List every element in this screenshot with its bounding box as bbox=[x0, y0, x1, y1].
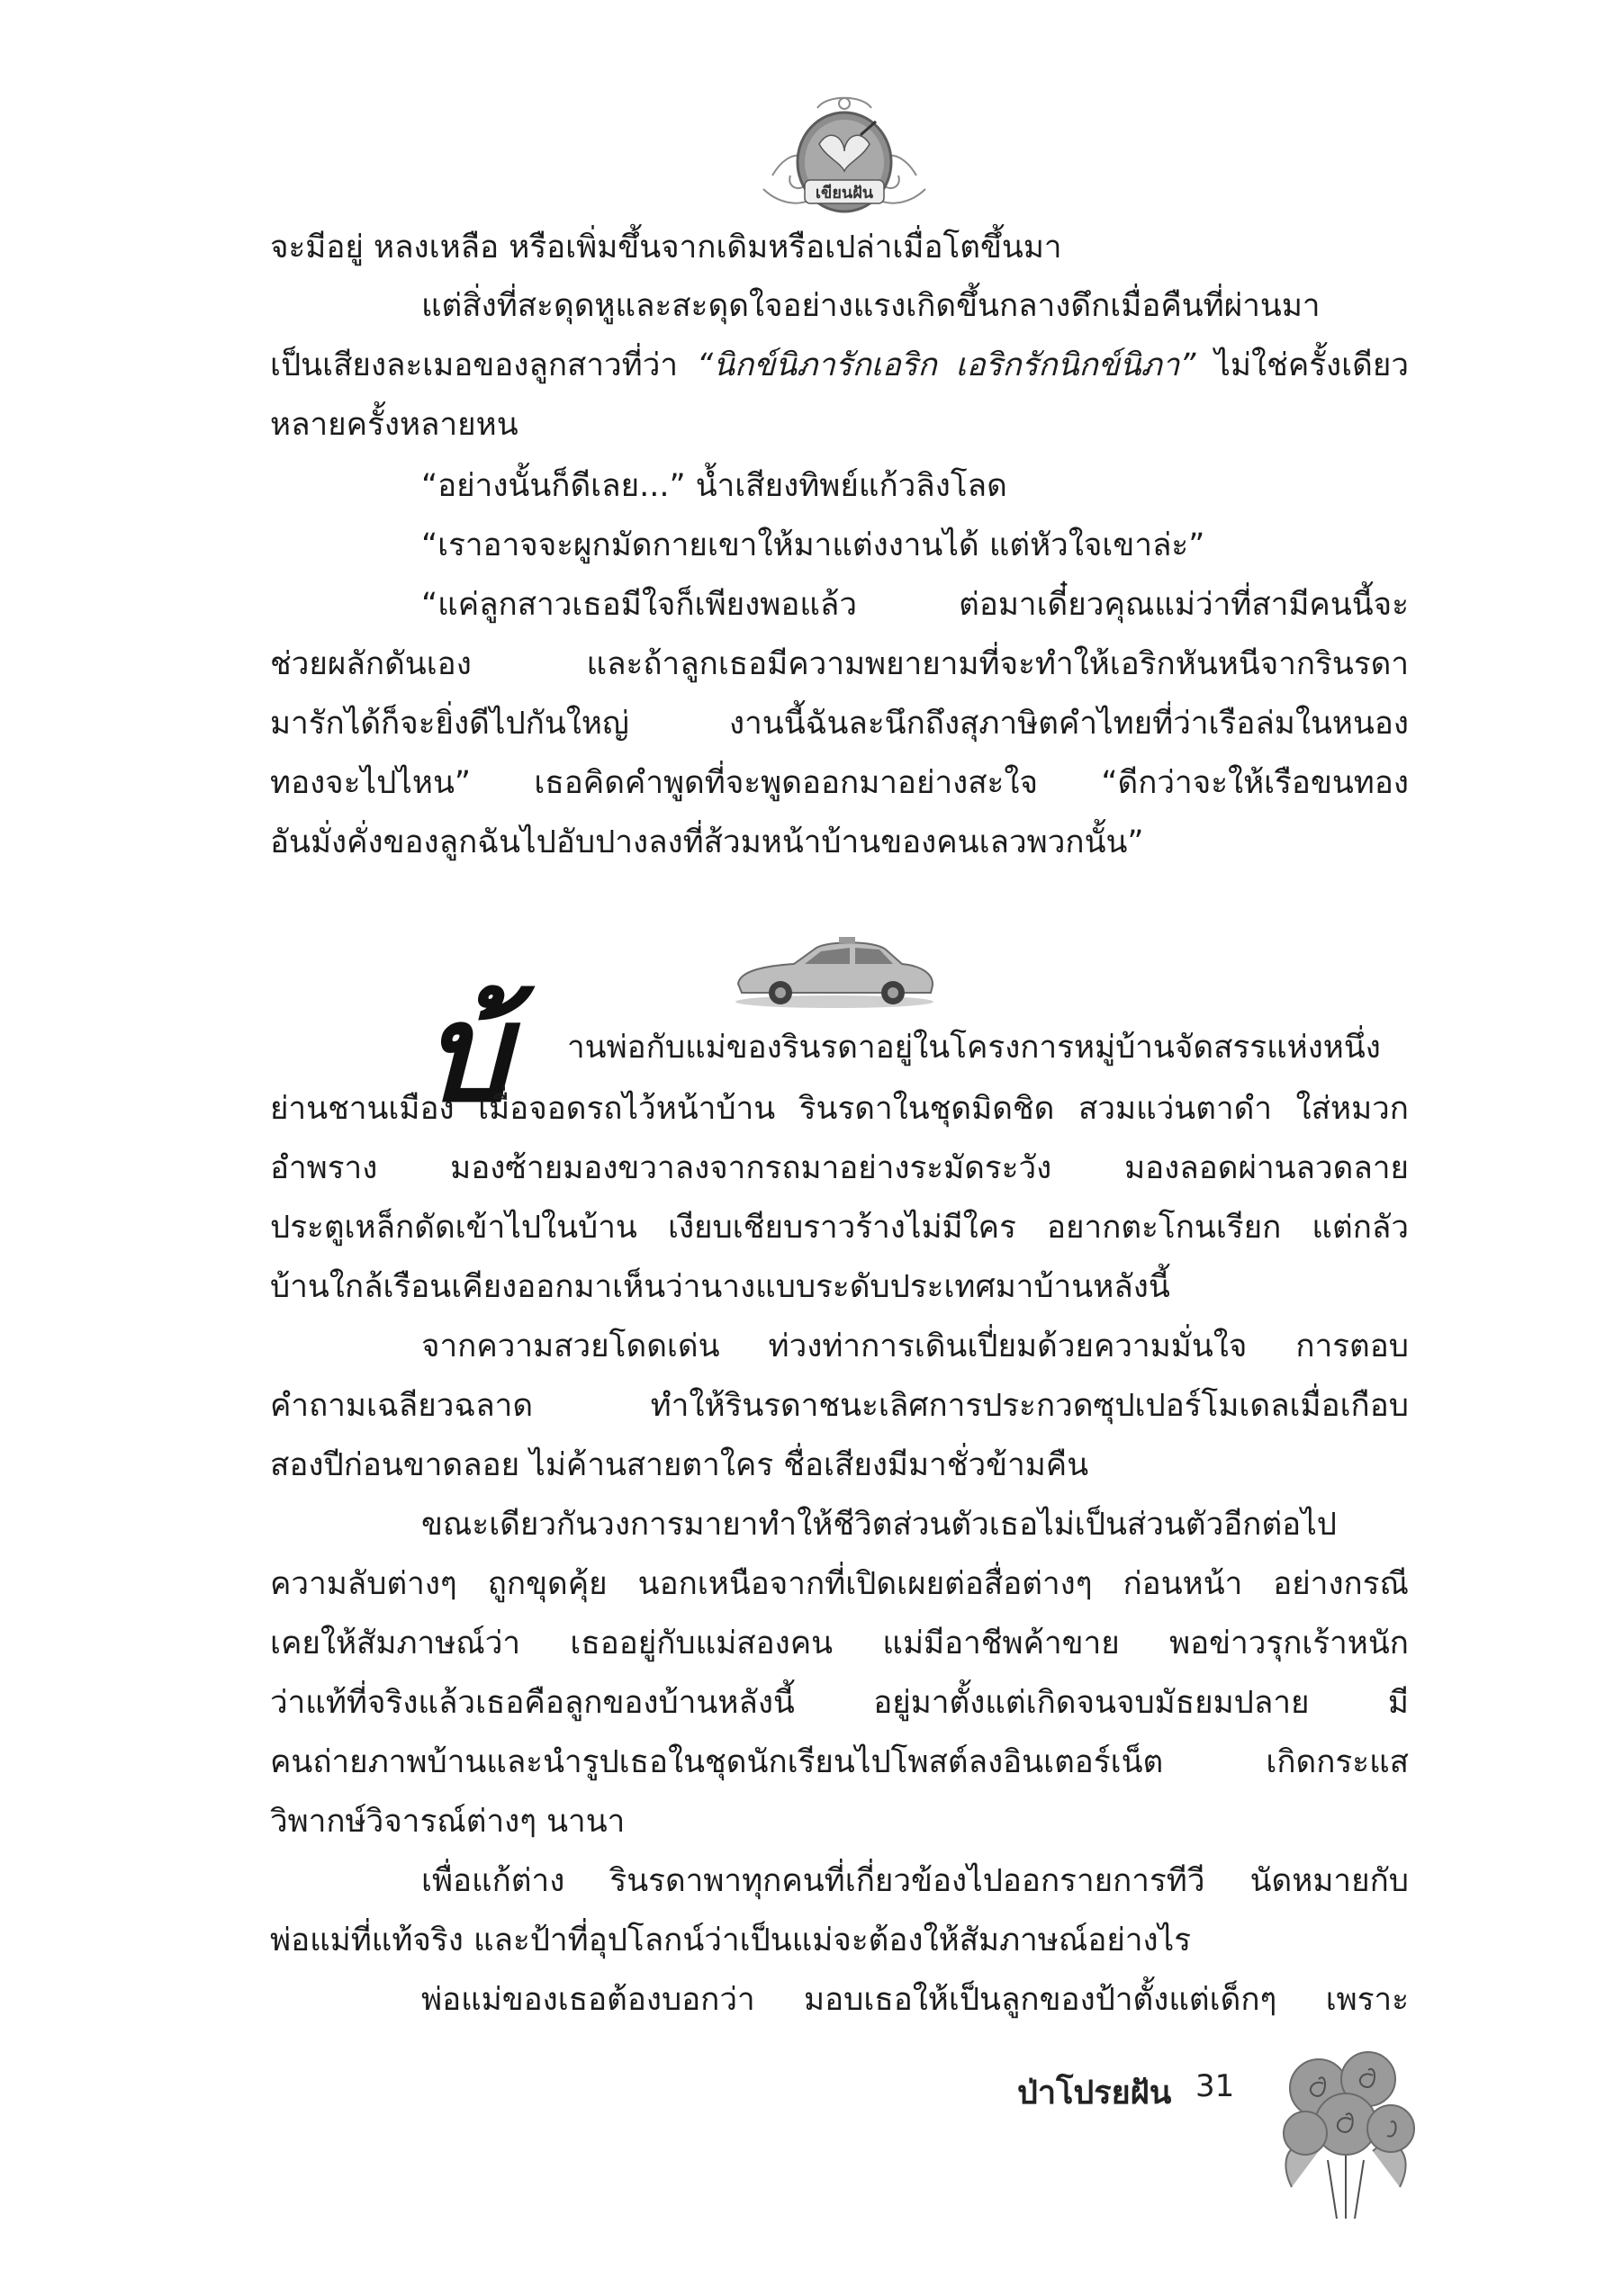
text-fragment: ไม่ใช่ครั้งเดียว bbox=[1195, 347, 1409, 383]
running-footer-title: ป่าโปรยฝัน bbox=[1017, 2075, 1172, 2111]
text-line: ว่าแท้ที่จริงแล้วเธอคือลูกของบ้านหลังนี้ อยู่มาตั้งแต่เกิดจนจบมัธยมปลาย มี bbox=[270, 1685, 1409, 1721]
text-line: จะมีอยู่ หลงเหลือ หรือเพิ่มขึ้นจากเดิมหรือเปล่าเมื่อโตขึ้นมา bbox=[270, 230, 1062, 266]
text-line: พ่อแม่ของเธอต้องบอกว่า มอบเธอให้เป็นลูกของป้าตั้งแต่เด็กๆ เพราะ bbox=[421, 1982, 1409, 2018]
text-line: ประตูเหล็กดัดเข้าไปในบ้าน เงียบเชียบราวร้างไม่มีใคร อยากตะโกนเรียก แต่กลัว bbox=[270, 1210, 1409, 1246]
text-line: วิพากษ์วิจารณ์ต่างๆ นานา bbox=[270, 1804, 626, 1840]
drop-cap: บ้ bbox=[423, 974, 509, 1132]
roses-icon bbox=[1265, 2016, 1427, 2223]
header-logo-text: เขียนฝัน bbox=[815, 184, 874, 203]
text-line: านพ่อกับแม่ของรินรดาอยู่ในโครงการหมู่บ้านจัดสรรแห่งหนึ่ง bbox=[567, 1030, 1381, 1066]
text-line: อำพราง มองซ้ายมองขวาลงจากรถมาอย่างระมัดระวัง มองลอดผ่านลวดลาย bbox=[270, 1150, 1409, 1186]
text-line: พ่อแม่ที่แท้จริง และป้าที่อุปโลกน์ว่าเป็นแม่จะต้องให้สัมภาษณ์อย่างไร bbox=[270, 1922, 1192, 1958]
text-fragment: เป็นเสียงละเมอของลูกสาวที่ว่า bbox=[270, 347, 697, 383]
page-number: 31 bbox=[1195, 2068, 1235, 2104]
text-line: คำถามเฉลียวฉลาด ทำให้รินรดาชนะเลิศการประกวดซุปเปอร์โมเดลเมื่อเกือบ bbox=[270, 1388, 1409, 1424]
text-line: ทองจะไปไหน” เธอคิดคำพูดที่จะพูดออกมาอย่างสะใจ “ดีกว่าจะให้เรือขนทอง bbox=[270, 765, 1409, 801]
text-line: คนถ่ายภาพบ้านและนำรูปเธอในชุดนักเรียนไปโพสต์ลงอินเตอร์เน็ต เกิดกระแส bbox=[270, 1744, 1409, 1780]
text-line: ย่านชานเมือง เมื่อจอดรถไว้หน้าบ้าน รินรดาในชุดมิดชิด สวมแว่นตาดำ ใส่หมวก bbox=[270, 1091, 1409, 1127]
text-line: ช่วยผลักดันเอง และถ้าลูกเธอมีความพยายามที่จะทำให้เอริกหันหนีจากรินรดา bbox=[270, 646, 1409, 682]
text-line: มารักได้ก็จะยิ่งดีไปกันใหญ่ งานนี้ฉันละนึกถึงสุภาษิตคำไทยที่ว่าเรือล่มในหนอง bbox=[270, 706, 1409, 742]
text-line: “แค่ลูกสาวเธอมีใจก็เพียงพอแล้ว ต่อมาเดี๋ยวคุณแม่ว่าที่สามีคนนี้จะ bbox=[421, 587, 1409, 623]
car-divider-icon bbox=[731, 930, 938, 1011]
italic-quote: “นิกข์นิภารักเอริก เอริกรักนิกข์นิภา” bbox=[696, 347, 1196, 383]
text-line: จากความสวยโดดเด่น ท่วงท่าการเดินเปี่ยมด้วยความมั่นใจ การตอบ bbox=[421, 1328, 1409, 1364]
text-line-quote bbox=[270, 346, 1409, 389]
text-line: “อย่างนั้นก็ดีเลย...” น้ำเสียงทิพย์แก้วลิงโลด bbox=[421, 468, 1007, 504]
text-line: สองปีก่อนขาดลอย ไม่ค้านสายตาใคร ชื่อเสียงมีมาชั่วข้ามคืน bbox=[270, 1447, 1089, 1483]
text-line: อันมั่งคั่งของลูกฉันไปอับปางลงที่ส้วมหน้าบ้านของคนเลวพวกนั้น” bbox=[270, 824, 1144, 860]
text-line: “เราอาจจะผูกมัดกายเขาให้มาแต่งงานได้ แต่หัวใจเขาล่ะ” bbox=[421, 527, 1205, 563]
text-line: บ้านใกล้เรือนเคียงออกมาเห็นว่านางแบบระดับประเทศมาบ้านหลังนี้ bbox=[270, 1269, 1170, 1305]
text-line: หลายครั้งหลายหน bbox=[270, 407, 518, 443]
text-line: เคยให้สัมภาษณ์ว่า เธออยู่กับแม่สองคน แม่มีอาชีพค้าขาย พอข่าวรุกเร้าหนัก bbox=[270, 1625, 1409, 1661]
text-line: ขณะเดียวกันวงการมายาทำให้ชีวิตส่วนตัวเธอไม่เป็นส่วนตัวอีกต่อไป bbox=[421, 1507, 1338, 1543]
text-line: เพื่อแก้ต่าง รินรดาพาทุกคนที่เกี่ยวข้องไปออกรายการทีวี นัดหมายกับ bbox=[421, 1863, 1409, 1899]
header-logo bbox=[754, 90, 934, 225]
text-line: ความลับต่างๆ ถูกขุดคุ้ย นอกเหนือจากที่เปิดเผยต่อสื่อต่างๆ ก่อนหน้า อย่างกรณี bbox=[270, 1566, 1409, 1602]
text-line: แต่สิ่งที่สะดุดหูและสะดุดใจอย่างแรงเกิดขึ้นกลางดึกเมื่อคืนที่ผ่านมา bbox=[421, 288, 1321, 324]
